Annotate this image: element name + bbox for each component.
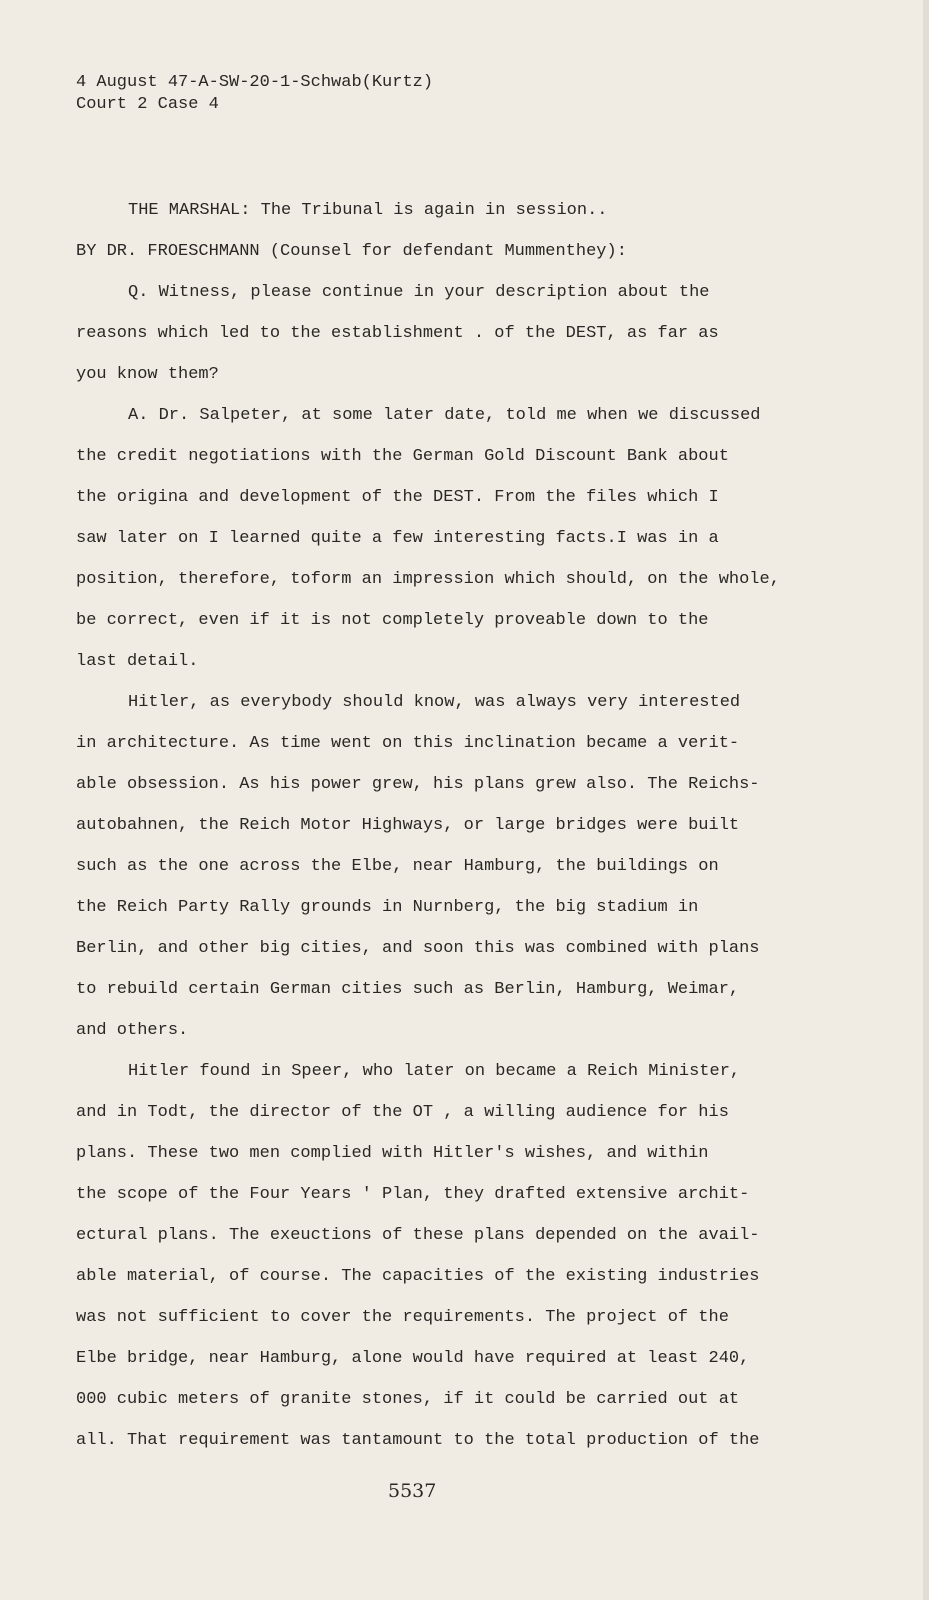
transcript-body — [76, 190, 796, 1461]
text-line: autobahnen, the Reich Motor Highways, or large bridges were built — [76, 816, 740, 835]
text-line: and others. — [76, 1021, 189, 1040]
text-line: Berlin, and other big cities, and soon this was combined with plans — [76, 939, 760, 958]
text-line: Hitler, as everybody should know, was always very interested — [128, 693, 741, 712]
text-line: the origina and development of the DEST. From the files which I — [76, 488, 719, 507]
header-date-reference: 4 August 47-A-SW-20-1-Schwab(Kurtz) — [76, 73, 434, 92]
text-line: saw later on I learned quite a few interesting facts.I was in a — [76, 529, 719, 548]
text-line: and in Todt, the director of the OT , a willing audience for his — [76, 1103, 729, 1122]
text-line: was not sufficient to cover the requirements. The project of the — [76, 1308, 729, 1327]
text-line: the Reich Party Rally grounds in Nurnberg, the big stadium in — [76, 898, 699, 917]
text-line: Elbe bridge, near Hamburg, alone would have required at least 240, — [76, 1349, 750, 1368]
text-line: reasons which led to the establishment . of the DEST, as far as — [76, 324, 719, 343]
text-line: able material, of course. The capacities of the existing industries — [76, 1267, 760, 1286]
text-line: the scope of the Four Years ' Plan, they drafted extensive archit- — [76, 1185, 750, 1204]
text-line: 000 cubic meters of granite stones, if it could be carried out at — [76, 1390, 740, 1409]
text-line: position, therefore, toform an impression which should, on the whole, — [76, 570, 780, 589]
text-line: THE MARSHAL: The Tribunal is again in session.. — [128, 201, 608, 220]
text-line: be correct, even if it is not completely proveable down to the — [76, 611, 709, 630]
text-line: you know them? — [76, 365, 219, 384]
text-line: Q. Witness, please continue in your description about the — [128, 283, 710, 302]
text-line: able obsession. As his power grew, his plans grew also. The Reichs- — [76, 775, 760, 794]
document-header — [76, 72, 433, 116]
header-court-case: Court 2 Case 4 — [76, 95, 219, 114]
text-line: in architecture. As time went on this inclination became a verit- — [76, 734, 740, 753]
text-line: last detail. — [76, 652, 199, 671]
text-line: all. That requirement was tantamount to the total production of the — [76, 1431, 760, 1450]
text-line: Hitler found in Speer, who later on became a Reich Minister, — [128, 1062, 741, 1081]
text-line: plans. These two men complied with Hitler's wishes, and within — [76, 1144, 709, 1163]
text-line: to rebuild certain German cities such as Berlin, Hamburg, Weimar, — [76, 980, 740, 999]
text-line: such as the one across the Elbe, near Hamburg, the buildings on — [76, 857, 719, 876]
text-line: A. Dr. Salpeter, at some later date, told me when we discussed — [128, 406, 761, 425]
text-line: ectural plans. The exeuctions of these plans depended on the avail- — [76, 1226, 760, 1245]
text-line: the credit negotiations with the German Gold Discount Bank about — [76, 447, 729, 466]
page-number: 5537 — [388, 1480, 437, 1502]
text-line: BY DR. FROESCHMANN (Counsel for defendant Mummenthey): — [76, 242, 627, 261]
